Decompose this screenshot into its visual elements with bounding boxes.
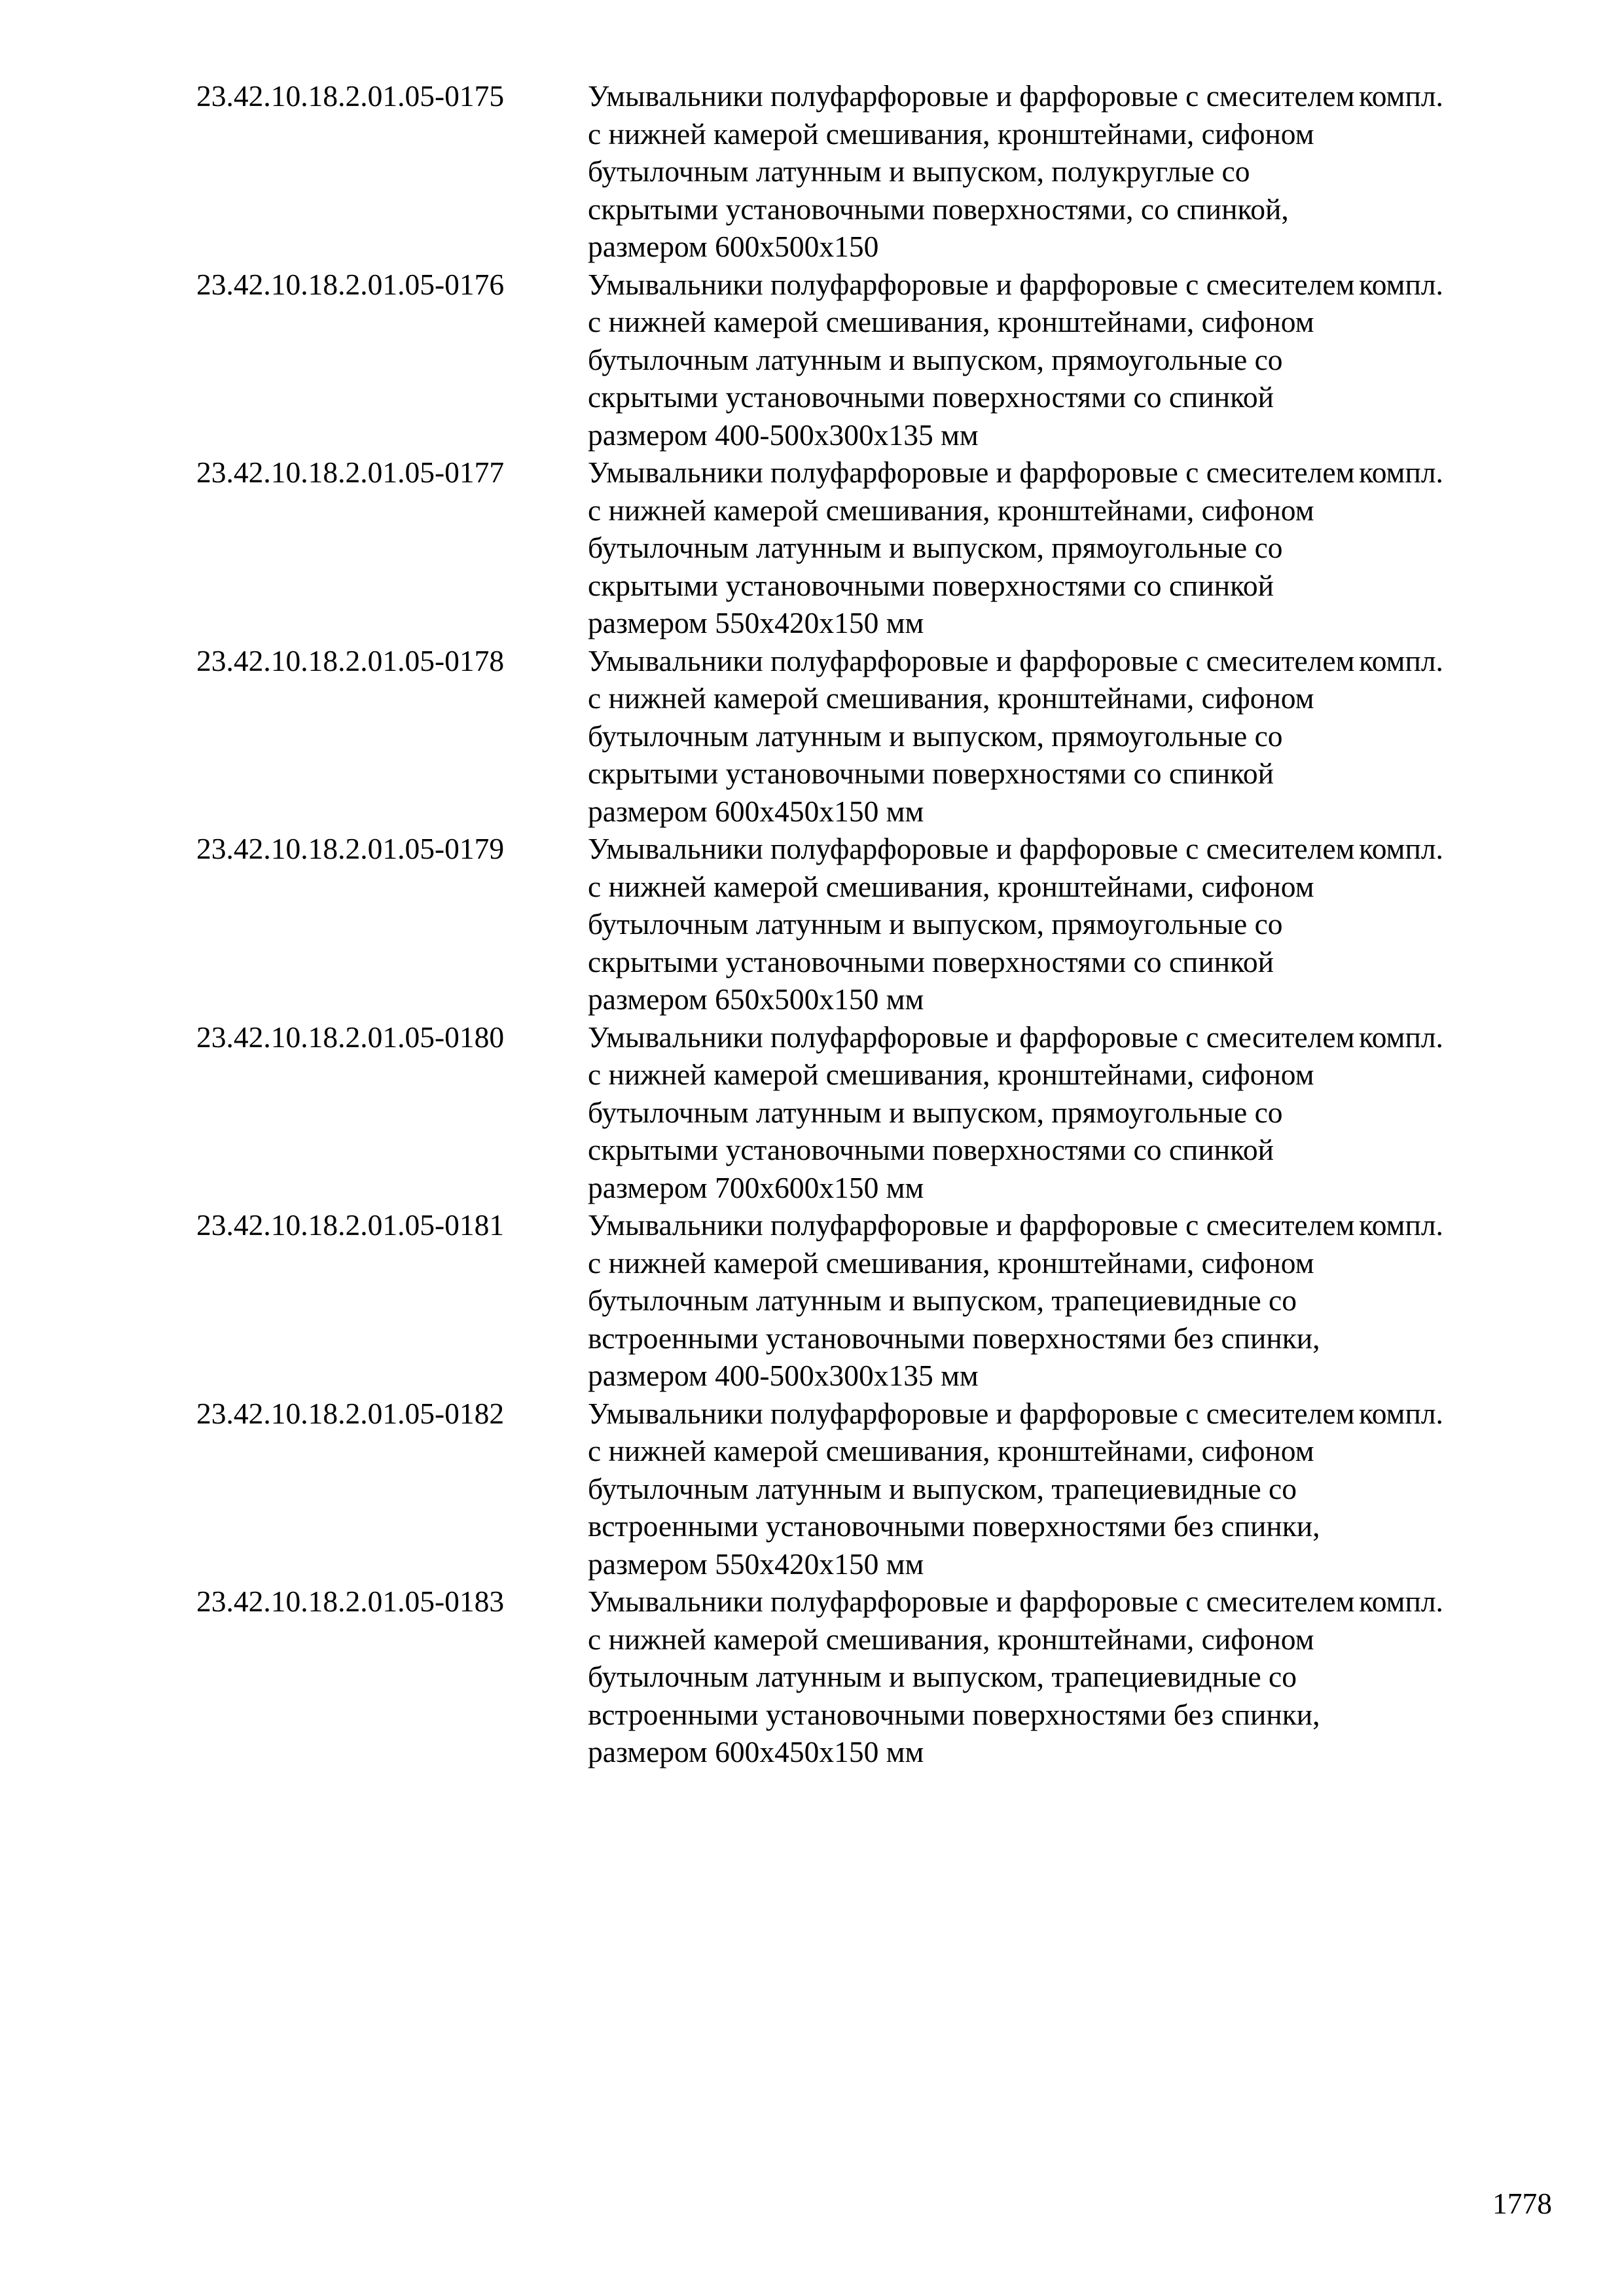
resource-unit: компл. xyxy=(1359,79,1443,113)
resource-description: Умывальники полуфарфоровые и фарфоровые с смесителем с нижней камерой смешивания, кронштейнами, сифоном бутылочным латунным и выпуском, трапециевидные со встроенными установочными поверхностями без спинки, размером 400-500х300х135 мм xyxy=(588,1208,1355,1392)
resource-description: Умывальники полуфарфоровые и фарфоровые с смесителем с нижней камерой смешивания, кронштейнами, сифоном бутылочным латунным и выпуском, полукруглые со скрытыми установочными поверхностями, со спинкой, размером 600х500х150 xyxy=(588,79,1355,263)
resource-unit: компл. xyxy=(1359,1585,1443,1618)
resource-code: 23.42.10.18.2.01.05-0182 xyxy=(196,1396,505,1430)
resource-entry xyxy=(196,266,1506,454)
resource-code: 23.42.10.18.2.01.05-0176 xyxy=(196,267,505,301)
resource-code: 23.42.10.18.2.01.05-0183 xyxy=(196,1585,505,1618)
resource-entry xyxy=(196,642,1506,831)
resource-description: Умывальники полуфарфоровые и фарфоровые с смесителем с нижней камерой смешивания, кронштейнами, сифоном бутылочным латунным и выпуском, трапециевидные со встроенными установочными поверхностями без спинки, размером 550х420х150 мм xyxy=(588,1396,1355,1581)
resource-code: 23.42.10.18.2.01.05-0175 xyxy=(196,79,505,113)
resource-code: 23.42.10.18.2.01.05-0177 xyxy=(196,456,505,489)
resource-description: Умывальники полуфарфоровые и фарфоровые с смесителем с нижней камерой смешивания, кронштейнами, сифоном бутылочным латунным и выпуском, прямоугольные со скрытыми установочными поверхностями со спинкой размером 650х500х150 мм xyxy=(588,832,1355,1016)
resource-entry xyxy=(196,1206,1506,1395)
resource-unit: компл. xyxy=(1359,1396,1443,1430)
resource-description: Умывальники полуфарфоровые и фарфоровые с смесителем с нижней камерой смешивания, кронштейнами, сифоном бутылочным латунным и выпуском, прямоугольные со скрытыми установочными поверхностями со спинкой размером 400-500х300х135 мм xyxy=(588,267,1355,452)
resource-entry xyxy=(196,1018,1506,1207)
resource-description: Умывальники полуфарфоровые и фарфоровые с смесителем с нижней камерой смешивания, кронштейнами, сифоном бутылочным латунным и выпуском, прямоугольные со скрытыми установочными поверхностями со спинкой размером 550х420х150 мм xyxy=(588,456,1355,639)
resource-unit: компл. xyxy=(1359,1208,1443,1242)
resource-code: 23.42.10.18.2.01.05-0180 xyxy=(196,1020,505,1054)
resource-description: Умывальники полуфарфоровые и фарфоровые с смесителем с нижней камерой смешивания, кронштейнами, сифоном бутылочным латунным и выпуском, трапециевидные со встроенными установочными поверхностями без спинки, размером 600х450х150 мм xyxy=(588,1585,1355,1768)
resource-entry xyxy=(196,1583,1506,1771)
resource-unit: компл. xyxy=(1359,267,1443,301)
resource-code: 23.42.10.18.2.01.05-0181 xyxy=(196,1208,505,1242)
page-number: 1778 xyxy=(1492,2187,1552,2220)
resource-unit: компл. xyxy=(1359,456,1443,489)
resource-entry xyxy=(196,77,1506,266)
resource-code: 23.42.10.18.2.01.05-0179 xyxy=(196,832,505,865)
resource-unit: компл. xyxy=(1359,832,1443,865)
resource-code: 23.42.10.18.2.01.05-0178 xyxy=(196,643,505,677)
resource-entry xyxy=(196,1395,1506,1583)
resource-description: Умывальники полуфарфоровые и фарфоровые с смесителем с нижней камерой смешивания, кронштейнами, сифоном бутылочным латунным и выпуском, прямоугольные со скрытыми установочными поверхностями со спинкой размером 600х450х150 мм xyxy=(588,643,1355,828)
resource-unit: компл. xyxy=(1359,1020,1443,1054)
resource-description: Умывальники полуфарфоровые и фарфоровые с смесителем с нижней камерой смешивания, кронштейнами, сифоном бутылочным латунным и выпуском, прямоугольные со скрытыми установочными поверхностями со спинкой размером 700х600х150 мм xyxy=(588,1020,1355,1204)
resource-unit: компл. xyxy=(1359,643,1443,677)
resource-entry xyxy=(196,454,1506,642)
resource-list xyxy=(196,77,1506,1771)
resource-entry xyxy=(196,830,1506,1018)
